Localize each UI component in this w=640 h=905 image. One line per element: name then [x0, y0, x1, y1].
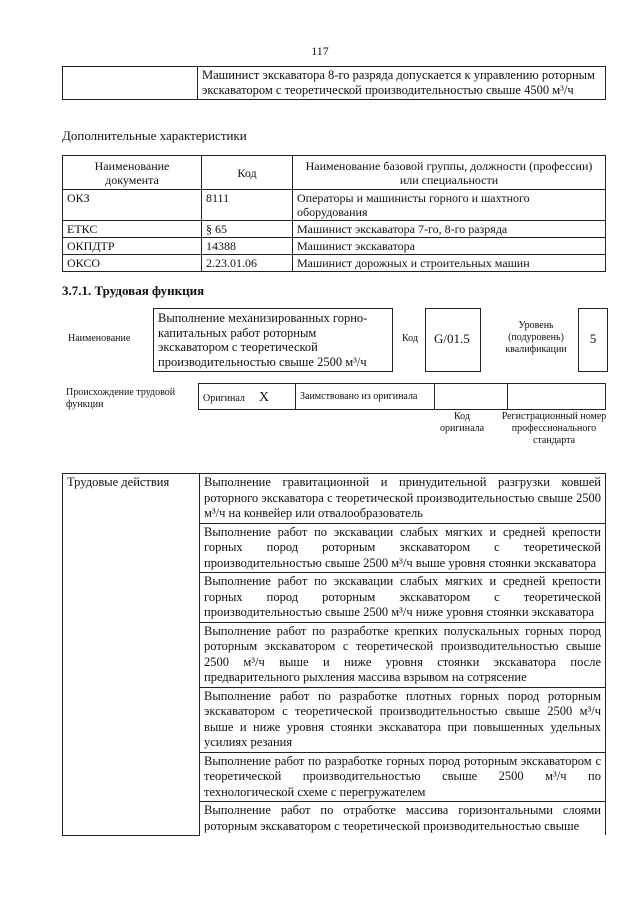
list-item: Выполнение гравитационной и принудительной разгрузки ковшей роторного экскаватора с теоретической производительностью свыше 2500 м³/ч на конвейер или отвалообразователь	[200, 474, 606, 524]
row-name: Машинист дорожных и строительных машин	[293, 255, 606, 272]
row-doc: ЕТКС	[63, 221, 202, 238]
row-doc: ОКЗ	[63, 190, 202, 221]
top-table	[62, 66, 606, 100]
function-code-label: Код	[402, 333, 418, 344]
table-row	[63, 238, 606, 255]
qualification-level-value: 5	[589, 331, 597, 346]
list-item: Выполнение работ по разработке горных пород роторным экскаватором с теоретической производительностью свыше 2500 м³/ч по технологической схеме с перегружателем	[200, 752, 606, 802]
original-label: Оригинал	[203, 392, 245, 404]
function-code-value: G/01.5	[434, 331, 470, 346]
code-original-caption: Код оригинала	[439, 411, 485, 434]
reg-number-caption: Регистрационный номер профессионального стандарта	[501, 411, 607, 446]
original-cell	[199, 384, 296, 410]
list-item: Выполнение работ по экскавации слабых мягких и средней крепости горных пород роторным экскаватором с теоретической производительностью свыше 2500 м³/ч выше уровня стоянки экскаватора	[200, 523, 606, 573]
labor-actions-label: Трудовые действия	[63, 474, 200, 836]
borrowed-cell	[296, 384, 435, 410]
row-code: 8111	[202, 190, 293, 221]
labor-actions-table	[62, 473, 606, 836]
function-code-box	[425, 308, 481, 372]
row-name: Машинист экскаватора 7-го, 8-го разряда	[293, 221, 606, 238]
origin-label: Происхождение трудовой функции	[66, 387, 176, 410]
list-item: Выполнение работ по разработке крепких полускальных горных пород роторным экскаватором с теоретической производительностью свыше 2500 м³/ч выше и ниже уровня стоянки экскаватора после предварительного рыхления массива взрывом на сотрясение	[200, 622, 606, 687]
additional-title: Дополнительные характеристики	[62, 128, 247, 143]
reg-number-cell	[508, 384, 606, 410]
top-table-empty-cell	[63, 67, 198, 100]
header-document: Наименование документа	[63, 156, 202, 190]
page-number: 117	[311, 44, 329, 58]
header-group: Наименование базовой группы, должности (профессии) или специальности	[293, 156, 606, 190]
table-row	[63, 190, 606, 221]
code-original-cell	[435, 384, 508, 410]
list-item: Выполнение работ по разработке плотных горных пород роторным экскаватором с теоретической производительностью свыше 2500 м³/ч выше и ниже уровня стоянки экскаватора при повышенных удельных усилиях резания	[200, 687, 606, 752]
row-code: § 65	[202, 221, 293, 238]
section-heading: 3.7.1. Трудовая функция	[62, 283, 205, 298]
function-name-box	[153, 308, 393, 372]
header-code: Код	[202, 156, 293, 190]
table-row	[63, 221, 606, 238]
qualification-level-label: Уровень (подуровень) квалификации	[505, 320, 567, 355]
row-name: Машинист экскаватора	[293, 238, 606, 255]
row-name: Операторы и машинисты горного и шахтного оборудования	[293, 190, 606, 221]
row-code: 14388	[202, 238, 293, 255]
additional-characteristics-table	[62, 155, 606, 272]
list-item: Выполнение работ по экскавации слабых мягких и средней крепости горных пород роторным экскаватором с теоретической производительностью свыше 2500 м³/ч ниже уровня стоянки экскаватора	[200, 573, 606, 623]
row-code: 2.23.01.06	[202, 255, 293, 272]
borrowed-label: Заимствовано из оригинала	[300, 390, 418, 402]
row-doc: ОКСО	[63, 255, 202, 272]
function-name-label: Наименование	[68, 333, 131, 344]
table-row	[63, 255, 606, 272]
function-name-value: Выполнение механизированных горно-капитальных работ роторным экскаватором с теоретической производительностью свыше 2500 м³/ч	[158, 311, 368, 369]
original-mark: X	[258, 389, 270, 405]
qualification-level-box	[578, 308, 608, 372]
origin-table	[198, 383, 606, 410]
row-doc: ОКПДТР	[63, 238, 202, 255]
top-table-text: Машинист экскаватора 8-го разряда допускается к управлению роторным экскаватором с теоретической производительностью свыше 4500 м³/ч	[198, 67, 606, 100]
list-item: Выполнение работ по отработке массива горизонтальными слоями роторным экскаватором с теоретической производительностью свыше	[200, 802, 606, 836]
